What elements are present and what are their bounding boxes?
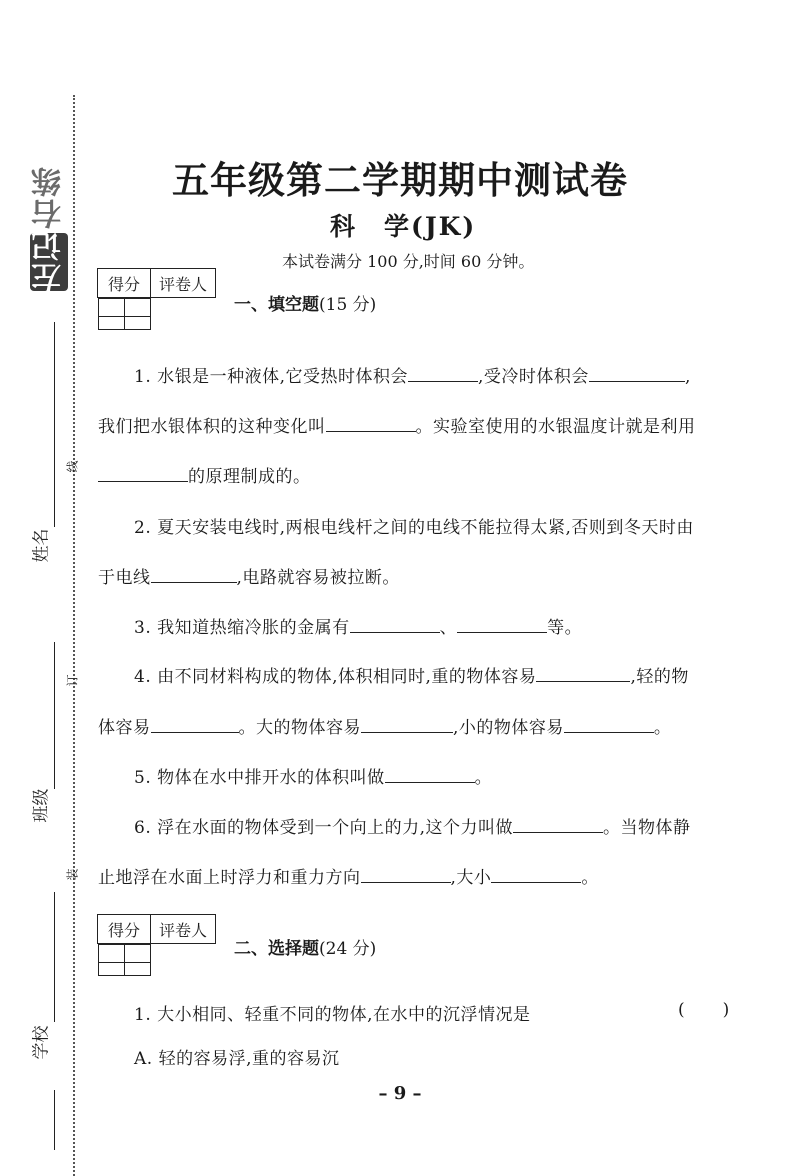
answer-blank[interactable] (361, 714, 453, 733)
answer-parentheses[interactable]: () (678, 1000, 768, 1020)
answer-blank[interactable] (151, 714, 239, 733)
binding-dotted-line (73, 95, 75, 1176)
answer-blank[interactable] (151, 564, 237, 583)
question-4-line-1: 4. 由不同材料构成的物体,体积相同时,重的物体容易 ,轻的物 (134, 662, 689, 687)
question-4-line-2: 体容易 。大的物体容易 ,小的物体容易 。 (98, 713, 671, 738)
answer-blank[interactable] (457, 614, 547, 633)
section-2-heading: 二、选择题(24 分) (234, 939, 377, 959)
score-table-2 (97, 914, 216, 967)
answer-blank[interactable] (361, 864, 451, 883)
answer-blank[interactable] (513, 814, 603, 833)
grader-header: 评卷人 (151, 269, 216, 298)
question-5: 5. 物体在水中排开水的体积叫做 。 (134, 763, 492, 788)
subject-subtitle: 科 学(JK) (330, 212, 477, 241)
mc-question-1: 1. 大小相同、轻重不同的物体,在水中的沉浮情况是 (134, 1005, 531, 1025)
answer-blank[interactable] (326, 413, 416, 432)
answer-blank[interactable] (350, 614, 440, 633)
school-label: 学校 (31, 1025, 52, 1060)
answer-blank[interactable] (491, 864, 581, 883)
name-line (54, 322, 55, 527)
class-line (54, 642, 55, 789)
cut-mark-ding: 订 (65, 674, 80, 687)
mc-option-a: A. 轻的容易浮,重的容易沉 (134, 1049, 340, 1069)
score-table-1 (97, 268, 216, 321)
brand-logo-text: 左记右练 (32, 165, 67, 293)
section-1-heading: 一、填空题(15 分) (234, 295, 377, 315)
question-1-line-1: 1. 水银是一种液体,它受热时体积会 ,受冷时体积会 , (134, 362, 691, 387)
question-2-line-1: 2. 夏天安装电线时,两根电线杆之间的电线不能拉得太紧,否则到冬天时由 (134, 518, 694, 538)
question-3: 3. 我知道热缩冷胀的金属有 、 等。 (134, 613, 582, 638)
answer-blank[interactable] (589, 363, 685, 382)
grader-header: 评卷人 (151, 915, 216, 944)
question-1-line-2: 我们把水银体积的这种变化叫 。实验室使用的水银温度计就是利用 (98, 412, 696, 437)
page-title: 五年级第二学期期中测试卷 (172, 158, 628, 202)
question-6-line-2: 止地浮在水面上时浮力和重力方向 ,大小 。 (98, 863, 599, 888)
name-label: 姓名 (31, 528, 52, 563)
score-header: 得分 (98, 269, 151, 298)
cut-mark-line: 线 (65, 460, 80, 473)
score-cell (98, 299, 124, 330)
grader-cell (124, 945, 150, 976)
answer-blank[interactable] (536, 663, 630, 682)
answer-blank[interactable] (564, 714, 654, 733)
exam-note: 本试卷满分 100 分,时间 60 分钟。 (282, 252, 535, 271)
question-1-line-3: 的原理制成的。 (98, 462, 311, 487)
answer-blank[interactable] (385, 764, 475, 783)
page-number: – 9 – (378, 1083, 422, 1104)
class-label: 班级 (31, 788, 52, 823)
question-2-line-2: 于电线 ,电路就容易被拉断。 (98, 563, 400, 588)
cut-mark-zhuang: 装 (65, 868, 80, 881)
score-cell (98, 945, 124, 976)
answer-blank[interactable] (98, 463, 188, 482)
score-header: 得分 (98, 915, 151, 944)
school-line (54, 892, 55, 1022)
answer-blank[interactable] (408, 363, 478, 382)
question-6-line-1: 6. 浮在水面的物体受到一个向上的力,这个力叫做 。当物体静 (134, 813, 691, 838)
grader-cell (124, 299, 150, 330)
